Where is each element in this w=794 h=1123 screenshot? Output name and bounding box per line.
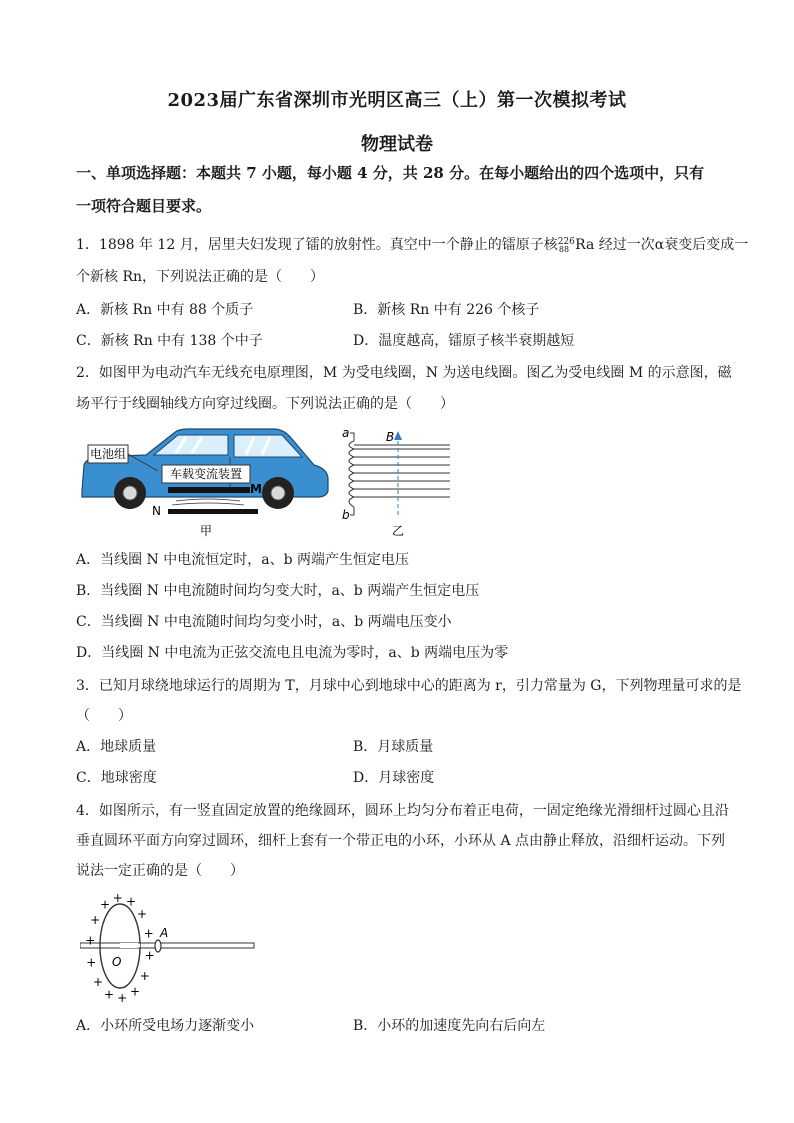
exam-title: 2023届广东省深圳市光明区高三（上）第一次模拟考试	[167, 90, 627, 111]
charge-plus: +	[85, 933, 96, 948]
coil-windings	[349, 441, 450, 507]
charge-plus: +	[86, 955, 97, 970]
small-ring-a	[155, 940, 161, 952]
charge-plus: +	[117, 990, 128, 1005]
section-heading-line2: 一项符合题目要求。	[76, 197, 212, 215]
sender-coil-n	[168, 509, 258, 514]
coil-turn	[349, 497, 354, 507]
field-b-label: B	[386, 430, 395, 444]
q2-option-a: A．当线圈 N 中电流恒定时，a、b 两端产生恒定电压	[76, 552, 410, 568]
m-label: M	[250, 482, 262, 496]
q3-option-a: A．地球质量	[76, 739, 157, 755]
charge-plus: +	[139, 969, 150, 984]
converter-label: 车载变流装置	[169, 467, 243, 481]
front-wheel-hub	[123, 486, 137, 500]
q2-stem-line2: 场平行于线圈轴线方向穿过线圈。下列说法正确的是（ ）	[76, 396, 454, 412]
exam-subtitle: 物理试卷	[361, 134, 433, 155]
charge-plus: +	[143, 926, 154, 941]
field-line	[172, 503, 244, 505]
center-o-label: O	[112, 955, 122, 969]
q4-figure-ring	[80, 890, 260, 1005]
q1-isotope-mass: 226	[557, 237, 575, 247]
q4-stem-line3: 说法一定正确的是（ ）	[76, 863, 244, 879]
q1-option-d: D．温度越高，镭原子核半衰期越短	[353, 333, 575, 349]
coil-turn	[349, 457, 450, 465]
field-arrow-head	[394, 431, 402, 440]
fig-b-caption: 乙	[391, 524, 405, 538]
coil-turn	[349, 449, 450, 457]
rear-wheel-hub	[271, 486, 285, 500]
field-line	[176, 499, 240, 501]
q2-option-c: C．当线圈 N 中电流随时间均匀变小时，a、b 两端电压变小	[76, 614, 452, 630]
coil-a-label: a	[342, 426, 350, 440]
q2-stem-line1: 2．如图甲为电动汽车无线充电原理图，M 为受电线圈，N 为送电线圈。图乙为受电线圈 M 的示意图，磁	[76, 365, 732, 381]
q4-option-b: B．小环的加速度先向右后向左	[353, 1018, 546, 1034]
q2-figure-car	[78, 425, 338, 540]
q1-isotope-atomic: 88	[558, 245, 570, 254]
q4-stem-line2: 垂直圆环平面方向穿过圆环，细杆上套有一个带正电的小环，小环从 A 点由静止释放，沿细杆运动。下列	[76, 833, 726, 849]
q3-stem-line1: 3．已知月球绕地球运行的周期为 T，月球中心到地球中心的距离为 r，引力常量为 G，下列物理量可求的是	[76, 678, 742, 694]
n-label: N	[152, 504, 161, 518]
q4-stem-line1: 4．如图所示，有一竖直固定放置的绝缘圆环，圆环上均匀分布着正电荷，一固定绝缘光滑细杆过圆心且沿	[76, 803, 729, 819]
receiver-coil-m	[168, 487, 250, 493]
coil-turn	[349, 465, 450, 473]
rod-mask	[102, 943, 140, 948]
q1-option-c: C．新核 Rn 中有 138 个中子	[76, 333, 263, 349]
charge-plus: +	[136, 907, 148, 921]
fig-a-caption: 甲	[199, 524, 213, 538]
coil-turn	[349, 489, 450, 497]
coil-lead-a	[350, 433, 354, 441]
q1-option-a: A．新核 Rn 中有 88 个质子	[76, 302, 254, 318]
q3-stem-line2: （ ）	[76, 708, 132, 724]
q3-option-d: D．月球密度	[353, 770, 435, 786]
coil-turn	[349, 481, 450, 489]
q2-option-b: B．当线圈 N 中电流随时间均匀变大时，a、b 两端产生恒定电压	[76, 583, 480, 599]
coil-turn	[349, 473, 450, 481]
q2-figure-coil	[340, 425, 460, 540]
q3-option-c: C．地球密度	[76, 770, 157, 786]
charge-plus: +	[144, 948, 155, 963]
point-a-label: A	[160, 926, 169, 940]
q1-option-b: B．新核 Rn 中有 226 个核子	[353, 302, 540, 318]
coil-b-label: b	[342, 508, 350, 522]
charge-plus: +	[90, 912, 101, 927]
charge-plus: +	[103, 987, 115, 1002]
q1-stem-line1: 1．1898 年 12 月，居里夫妇发现了镭的放射性。真空中一个静止的镭原子核$^{226}_{88}$ Ra 经过一次α衰变后变成一	[76, 237, 749, 254]
section-heading-line1: 一、单项选择题：本题共 7 小题，每小题 4 分，共 28 分。在每小题给出的四个选项中，只有	[76, 164, 705, 182]
charge-plus: +	[99, 897, 111, 912]
q1-stem-line2: 个新核 Rn，下列说法正确的是（ ）	[76, 269, 325, 285]
q2-option-d: D．当线圈 N 中电流为正弦交流电且电流为零时，a、b 两端电压为零	[76, 645, 509, 661]
charge-plus: +	[125, 894, 137, 909]
q1-isotope-symbol: Ra	[575, 237, 595, 253]
coil-lead-b	[350, 507, 354, 515]
q3-option-b: B．月球质量	[353, 739, 434, 755]
charge-plus: +	[129, 984, 141, 999]
battery-label: 电池组	[89, 447, 127, 461]
q4-option-a: A．小环所受电场力逐渐变小	[76, 1018, 255, 1034]
charge-plus: +	[112, 891, 123, 906]
charge-plus: +	[92, 975, 104, 989]
